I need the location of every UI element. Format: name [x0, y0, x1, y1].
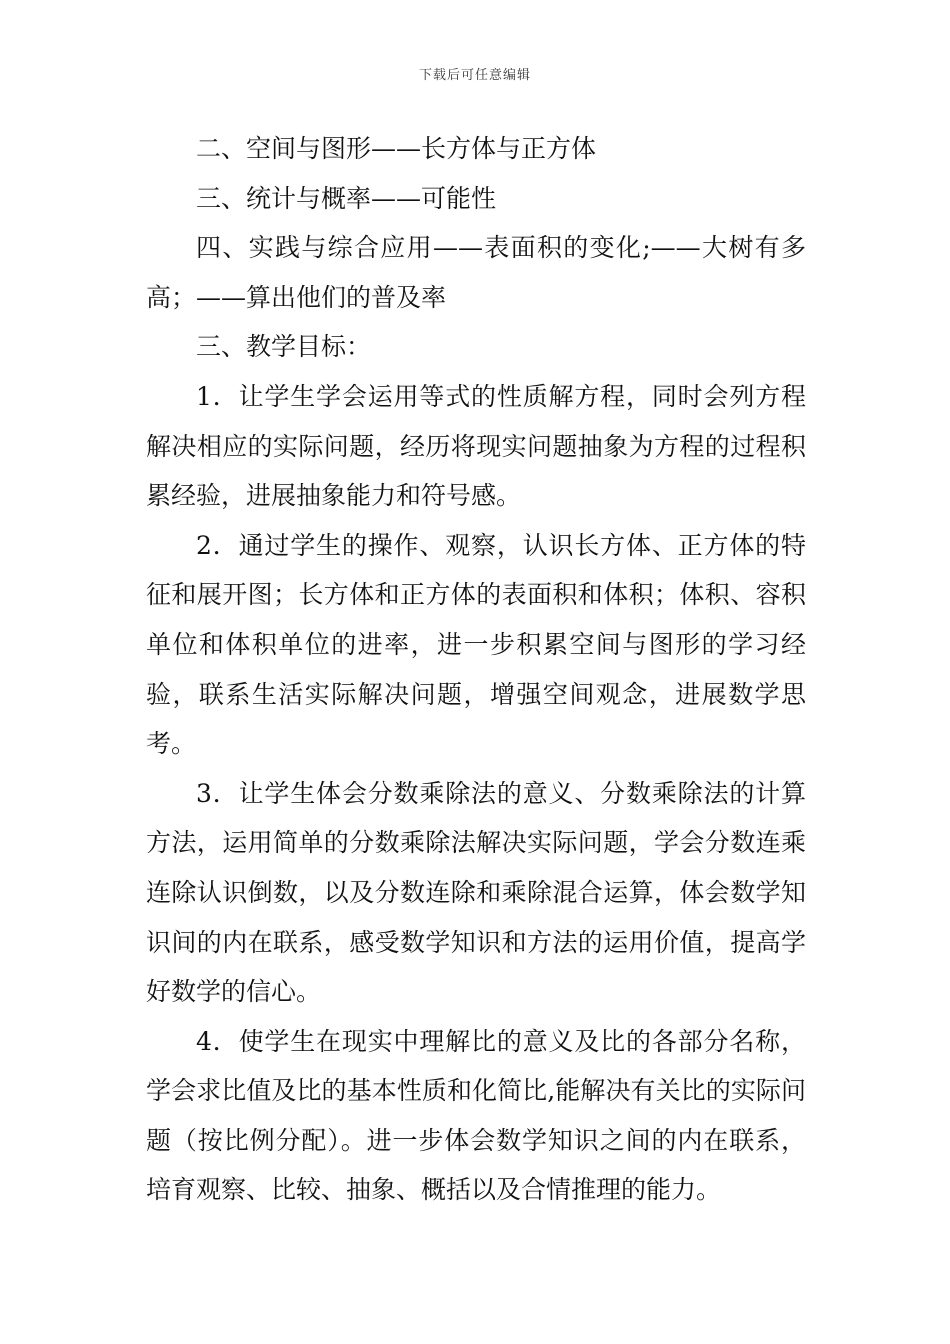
document-body — [146, 124, 806, 1215]
paragraph-goal-2: 2．通过学生的操作、观察，认识长方体、正方体的特征和展开图；长方体和正方体的表面积和体积；体积、容积单位和体积单位的进率，进一步积累空间与图形的学习经验，联系生活实际解决问题，增强空间观念，进展数学思考。 — [146, 530, 806, 759]
paragraph-section-2: 二、空间与图形——长方体与正方体 — [196, 134, 597, 163]
paragraph-goal-3: 3．让学生体会分数乘除法的意义、分数乘除法的计算方法，运用简单的分数乘除法解决实际问题，学会分数连乘连除认识倒数，以及分数连除和乘除混合运算，体会数学知识间的内在联系，感受数学知识和方法的运用价值，提高学好数学的信心。 — [146, 778, 806, 1007]
paragraph-goal-1: 1．让学生学会运用等式的性质解方程，同时会列方程解决相应的实际问题，经历将现实问题抽象为方程的过程积累经验，进展抽象能力和符号感。 — [146, 381, 806, 511]
heading-teaching-goals: 三、教学目标： — [196, 332, 372, 362]
page-header: 下载后可任意编辑 — [418, 68, 531, 83]
paragraph-section-3: 三、统计与概率——可能性 — [196, 183, 497, 213]
paragraph-section-4: 四、实践与综合应用——表面积的变化;——大树有多高；——算出他们的普及率 — [146, 233, 806, 312]
paragraph-goal-4: 4．使学生在现实中理解比的意义及比的各部分名称，学会求比值及比的基本性质和化简比,能解决有关比的实际问题（按比例分配）。进一步体会数学知识之间的内在联系，培育观察、比较、抽象、概括以及合情推理的能力。 — [146, 1026, 806, 1205]
